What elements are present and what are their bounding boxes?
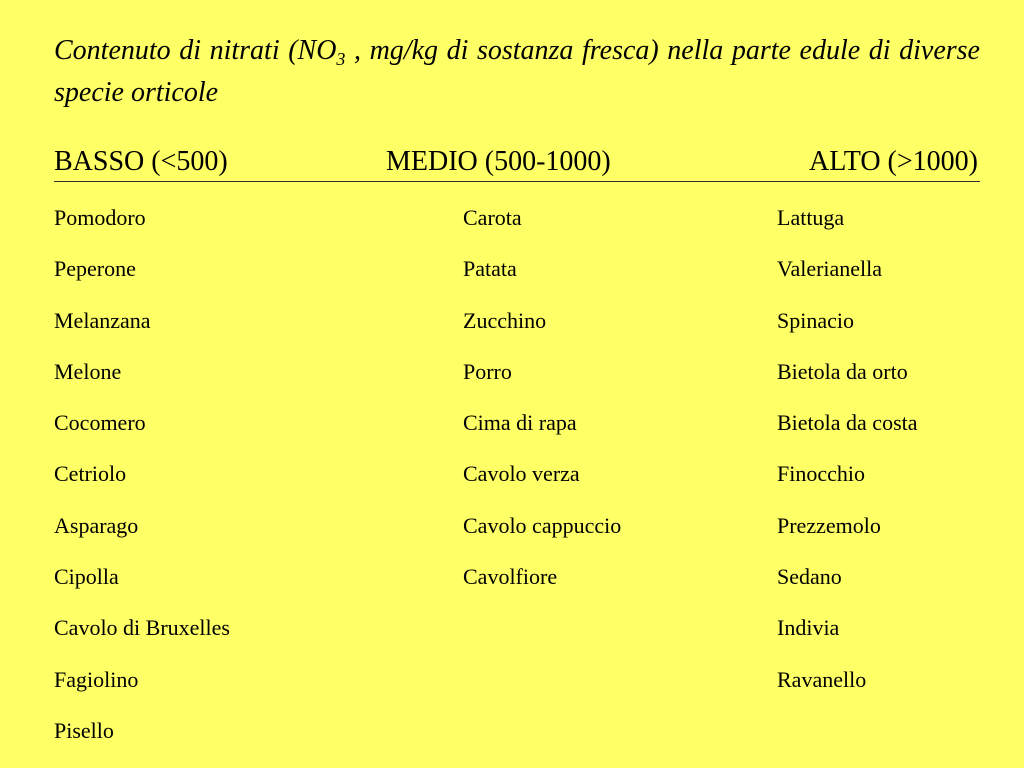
title-text-start: Contenuto di nitrati (NO xyxy=(54,35,337,66)
table-header-row xyxy=(54,143,980,182)
list-item: Cipolla xyxy=(54,564,119,590)
header-basso: BASSO (<500) xyxy=(54,146,228,177)
list-item: Valerianella xyxy=(777,256,883,282)
header-medio: MEDIO (500-1000) xyxy=(386,146,611,177)
list-medio xyxy=(463,194,621,604)
list-item: Porro xyxy=(463,358,512,384)
list-item: Cavolo cappuccio xyxy=(463,512,622,538)
list-basso xyxy=(54,194,230,758)
list-item: Melone xyxy=(54,358,122,384)
list-item: Bietola da costa xyxy=(777,410,918,436)
list-item: Pomodoro xyxy=(54,205,146,230)
title-text-end: , mg/kg di sostanza fresca) nella parte edule di diverse specie orticole xyxy=(54,35,980,108)
list-item: Cavolo verza xyxy=(463,461,580,487)
list-item: Zucchino xyxy=(463,307,547,333)
list-item: Cima di rapa xyxy=(463,410,577,436)
list-item: Patata xyxy=(463,256,517,282)
title-subscript: 3 xyxy=(336,49,346,69)
list-item: Bietola da orto xyxy=(777,358,908,384)
list-item: Lattuga xyxy=(777,205,845,230)
list-item: Melanzana xyxy=(54,307,151,333)
list-item: Prezzemolo xyxy=(777,512,881,538)
list-alto xyxy=(777,194,918,707)
list-item: Sedano xyxy=(777,564,842,590)
list-item: Ravanello xyxy=(777,666,867,692)
list-item: Indivia xyxy=(777,615,840,641)
list-item: Asparago xyxy=(54,512,139,538)
list-item: Fagiolino xyxy=(54,666,139,692)
list-item: Spinacio xyxy=(777,307,854,333)
list-item: Cocomero xyxy=(54,410,146,436)
header-alto: ALTO (>1000) xyxy=(808,146,978,177)
list-item: Finocchio xyxy=(777,461,865,487)
list-item: Cavolfiore xyxy=(463,564,558,590)
list-item: Peperone xyxy=(54,256,136,282)
list-item: Cavolo di Bruxelles xyxy=(54,615,230,641)
list-item: Pisello xyxy=(54,717,114,743)
slide-title xyxy=(54,30,980,114)
list-item: Cetriolo xyxy=(54,461,127,487)
list-item: Carota xyxy=(463,205,522,230)
